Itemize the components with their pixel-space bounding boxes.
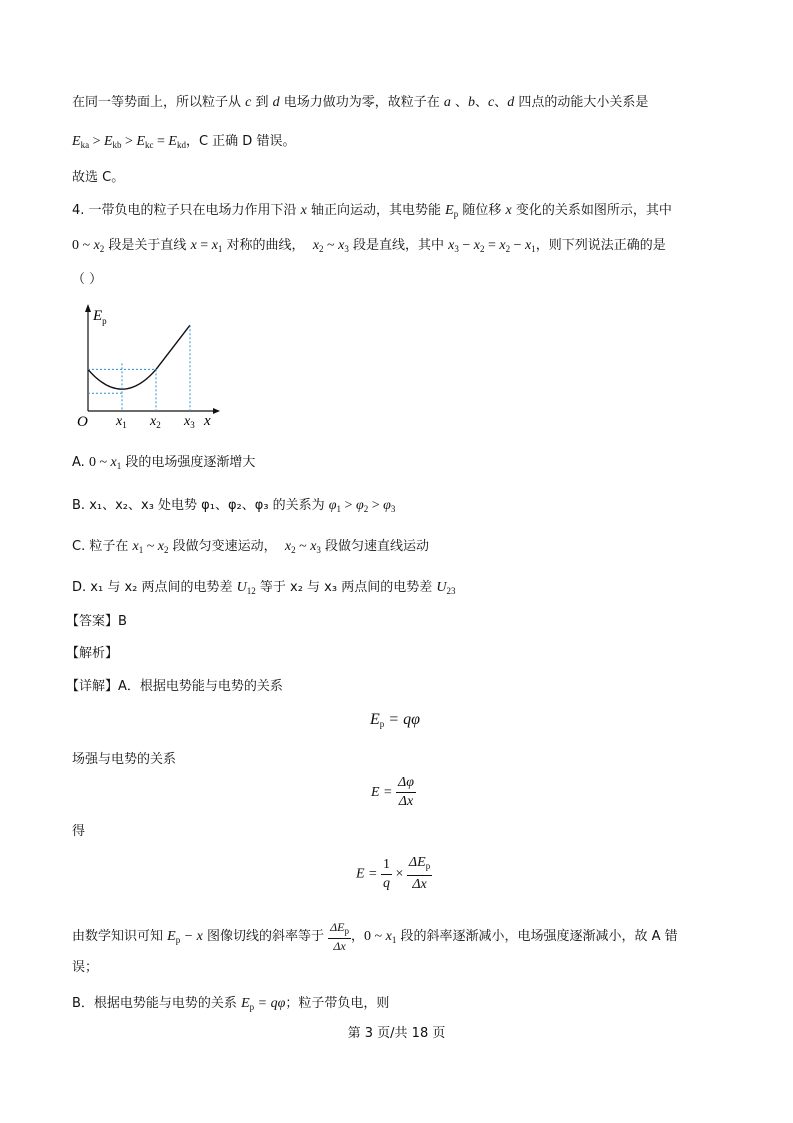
- question-4-stem: 4. 一带负电的粒子只在电场力作用下沿 x 轴正向运动，其电势能 $E_p$ 随位移 x 变化的关系如图所示，其中: [72, 203, 672, 219]
- fraction-dphi-dx: $\frac{\Delta\varphi}{\Delta x}$: [398, 775, 414, 809]
- option-b: B. x₁、x₂、x₃ 处电势 φ₁、φ₂、φ₃ 的关系为 $\varphi_1 > \varphi_2 > \varphi_3$: [72, 498, 396, 514]
- prev-choice: 故选 C。: [72, 170, 125, 185]
- option-b-explanation: B．根据电势能与电势的关系 $E_p = q\varphi$；粒子带负电，则: [72, 996, 390, 1012]
- answer-label: 【答案】B: [66, 614, 127, 629]
- y-axis-arrow: [85, 304, 91, 312]
- y-axis-label: $E_p$: [93, 308, 107, 326]
- ep-line-segment: [156, 325, 190, 369]
- analysis-label: 【解析】: [66, 646, 119, 661]
- question-4-condition: 0 ~ $x_2$ 段是关于直线 $x = x_1$ 对称的曲线， $x_2$ ~ $x_3$ 段是直线，其中 $x_3 - x_2 = x_2 - x_1$，则下列说法正确的是: [72, 238, 666, 254]
- ep-x-graph: [70, 298, 230, 434]
- x-axis-label: x: [204, 413, 211, 429]
- tick-label-x1: $x_1$: [116, 414, 127, 430]
- equation-ep-q-phi: $E_p = q\varphi$: [370, 711, 420, 729]
- question-4-blank: （ ）: [72, 272, 103, 287]
- equation-e-dphi-dx: E = $\frac{\Delta\varphi}{\Delta x}$: [371, 775, 414, 809]
- option-a: A. 0 ~ $x_1$ 段的电场强度逐渐增大: [72, 455, 256, 471]
- x-axis-arrow: [213, 408, 220, 414]
- slope-explanation-cont: 误；: [72, 960, 99, 975]
- prev-energy-relation: $E_{ka} > E_{kb} > E_{kc} = E_{kd}$，C 正确 D 错误。: [72, 134, 296, 150]
- equation-e-1q-dep-dx: E = $\frac{1}{q}$ × $\frac{\Delta E_p}{\Delta x}$: [356, 855, 431, 892]
- fraction-dep-dx: $\frac{\Delta E_p}{\Delta x}$: [408, 855, 431, 892]
- slope-explanation: 由数学知识可知 $E_p - x$ 图像切线的斜率等于 $\frac{\Delta E_p}{\Delta x}$ ，0 ~ $x_1$ 段的斜率逐渐减小，电场强度逐渐减小，故 A 错: [72, 920, 678, 953]
- tick-label-x2: $x_2$: [150, 414, 161, 430]
- prev-line-1: 在同一等势面上，所以粒子从 c 到 d 电场力做功为零，故粒子在 a 、b、c、d 四点的动能大小关系是: [72, 95, 649, 110]
- tick-label-x3: $x_3$: [184, 414, 195, 430]
- field-potential-relation-text: 场强与电势的关系: [72, 752, 177, 767]
- option-d: D. x₁ 与 x₂ 两点间的电势差 $U_{12}$ 等于 x₂ 与 x₃ 两点间的电势差 $U_{23}$: [72, 580, 456, 596]
- detail-intro: 【详解】A．根据电势能与电势的关系: [66, 679, 283, 694]
- therefore-text: 得: [72, 824, 86, 839]
- fraction-inline-dep-dx: $\frac{\Delta E_p}{\Delta x}$: [330, 920, 350, 953]
- origin-label: O: [77, 414, 88, 430]
- option-c: C. 粒子在 $x_1$ ~ $x_2$ 段做匀变速运动， $x_2$ ~ $x_3$ 段做匀速直线运动: [72, 539, 430, 555]
- fraction-1-over-q: $\frac{1}{q}$: [383, 856, 390, 891]
- page-footer: 第 3 页/共 18 页: [347, 1026, 446, 1041]
